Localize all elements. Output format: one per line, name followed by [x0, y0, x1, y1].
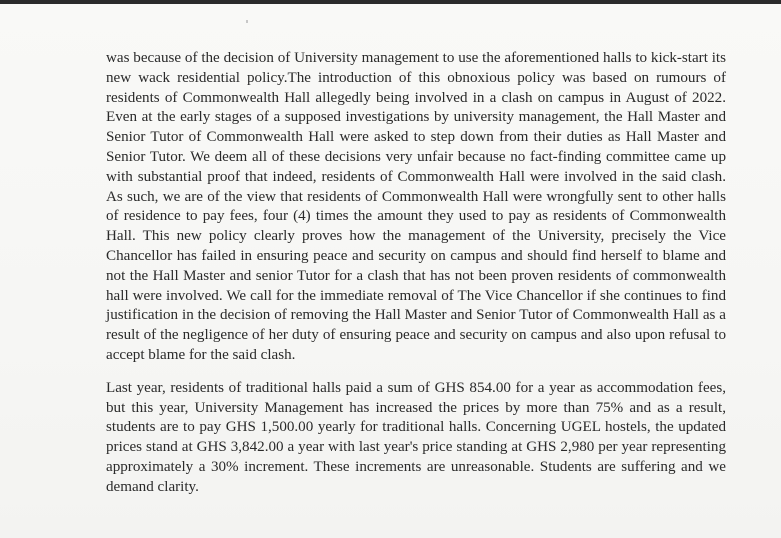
scan-mark [246, 20, 248, 23]
paragraph-commonwealth-hall-policy: was because of the decision of University management to use the aforementioned halls to kick-start its new wack residential policy.The introduction of this obnoxious policy was based on rumours of residents of Commonwealth Hall allegedly being involved in a clash on campus in August of 2022. Even at the early stages of a supposed investigations by university management, the Hall Master and Senior Tutor of Commonwealth Hall were asked to step down from their duties as Hall Master and Senior Tutor. We deem all of these decisions very unfair because no fact-finding committee came up with substantial proof that indeed, residents of Commonwealth Hall were involved in the said clash. As such, we are of the view that residents of Commonwealth Hall were wrongfully sent to other halls of residence to pay fees, four (4) times the amount they used to pay as residents of Commonwealth Hall. This new policy clearly proves how the management of the University, precisely the Vice Chancellor has failed in ensuring peace and security on campus and should find herself to blame and not the Hall Master and senior Tutor for a clash that has not been proven residents of commonwealth hall were involved. We call for the immediate removal of The Vice Chancellor if she continues to find justification in the decision of removing the Hall Master and Senior Tutor of Commonwealth Hall as a result of the negligence of her duty of ensuring peace and security on campus and also upon refusal to accept blame for the said clash. [106, 50, 726, 363]
paragraph-fee-increase: Last year, residents of traditional halls paid a sum of GHS 854.00 for a year as accommodation fees, but this year, University Management has increased the prices by more than 75% and as a result, students are to pay GHS 1,500.00 yearly for traditional halls. Concerning UGEL hostels, the updated prices stand at GHS 3,842.00 a year with last year's price standing at GHS 2,980 per year representing approximately a 30% increment. These increments are unreasonable. Students are suffering and we demand clarity. [106, 379, 726, 495]
document-body [106, 49, 726, 498]
document-page [0, 4, 781, 538]
